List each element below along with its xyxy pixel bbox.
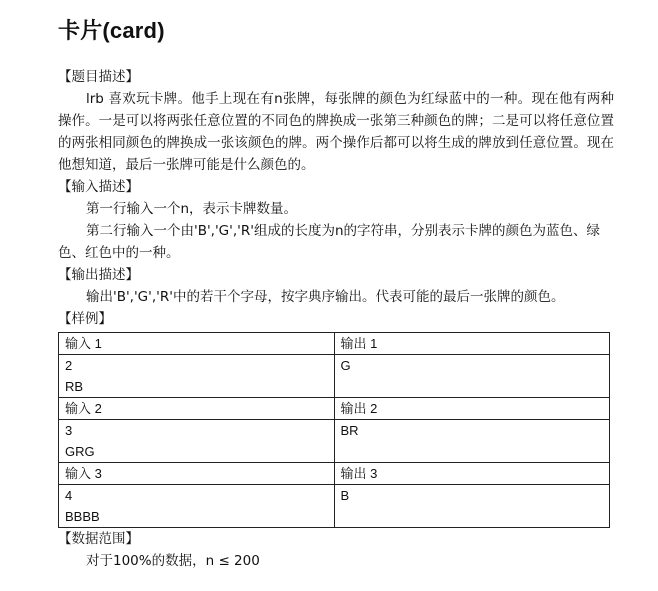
- sample-output-line: G: [340, 358, 351, 373]
- sample-output-cell: [334, 420, 610, 463]
- sample-input-cell: [59, 485, 335, 528]
- page-title: 卡片(card): [58, 18, 165, 43]
- sample-input-line: BBBB: [65, 509, 100, 524]
- sample-output-label: 输出 2: [334, 398, 610, 420]
- sample-table: [58, 332, 610, 528]
- description-heading: 【题目描述】: [58, 69, 139, 85]
- sample-header-row: [59, 463, 610, 485]
- sample-output-label: 输出 3: [334, 463, 610, 485]
- sample-input-label: 输入 1: [59, 333, 335, 355]
- sample-output-cell: [334, 485, 610, 528]
- sample-heading: 【样例】: [58, 311, 112, 327]
- sample-input-line: 3: [65, 423, 73, 438]
- output-heading: 【输出描述】: [58, 267, 139, 283]
- range-text: 对于100%的数据，n ≤ 200: [86, 553, 260, 569]
- sample-input-cell: [59, 355, 335, 398]
- sample-output-line: B: [340, 488, 350, 503]
- sample-output-label: 输出 1: [334, 333, 610, 355]
- range-heading: 【数据范围】: [58, 531, 139, 547]
- sample-input-line: GRG: [65, 444, 95, 459]
- sample-input-label: 输入 3: [59, 463, 335, 485]
- input-line-2: 第二行输入一个由'B','G','R'组成的长度为n的字符串，分别表示卡牌的颜色为蓝色、绿色、红色中的一种。: [58, 223, 601, 261]
- sample-input-label: 输入 2: [59, 398, 335, 420]
- sample-row: [59, 420, 610, 463]
- input-heading: 【输入描述】: [58, 179, 139, 195]
- sample-row: [59, 485, 610, 528]
- sample-input-line: 4: [65, 488, 73, 503]
- sample-output-cell: [334, 355, 610, 398]
- sample-input-line: 2: [65, 358, 73, 373]
- input-line-1: 第一行输入一个n，表示卡牌数量。: [86, 201, 298, 217]
- sample-input-cell: [59, 420, 335, 463]
- sample-row: [59, 355, 610, 398]
- sample-output-line: BR: [340, 423, 359, 438]
- problem-document: [58, 66, 614, 572]
- sample-header-row: [59, 398, 610, 420]
- sample-input-line: RB: [65, 379, 84, 394]
- output-text: 输出'B','G','R'中的若干个字母，按字典序输出。代表可能的最后一张牌的颜色。: [86, 289, 565, 305]
- sample-header-row: [59, 333, 610, 355]
- description-text: lrb 喜欢玩卡牌。他手上现在有n张牌，每张牌的颜色为红绿蓝中的一种。现在他有两种操作。一是可以将两张任意位置的不同色的牌换成一张第三种颜色的牌；二是可以将任意位置的两张相同颜色的牌换成一张该颜色的牌。两个操作后都可以将生成的牌放到任意位置。现在他想知道，最后一张牌可能是什么颜色的。: [58, 91, 614, 173]
